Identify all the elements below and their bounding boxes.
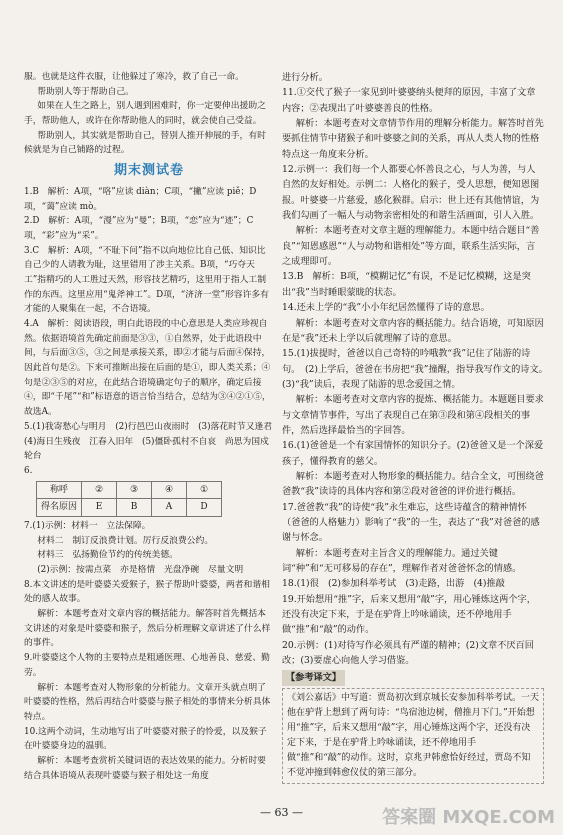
table-cell: D (187, 499, 222, 517)
table-cell: ① (187, 481, 222, 499)
answer-item: 10.这两个动词，生动地写出了叶婆婆对猴子的怜爱，以及猴子在叶婆婆身边的温驯。 (24, 726, 267, 752)
answer-item: 11.①交代了猴子一家见到叶婆婆纳头便拜的原因，丰富了文章内容；②表现出了叶婆婆善良的性格。 (282, 87, 536, 114)
right-column (282, 70, 553, 784)
section-title: 期末测试卷 (113, 163, 184, 179)
answer-item: 16.(1)爸爸是一个有家国情怀的知识分子。(2)爸爸又是一个深爱孩子，懂得教育的慈父。 (282, 440, 544, 467)
answer-item: 4.A 解析：阅读语段，明白此语段的中心意思是人类应珍视自然。依据语境首先确定前面是③③，①自然界，处于此语段中间，与后面③⑤，③之间是承接关系，即②才能与后面④保持，因此首句是②。下来可推断出接在后面的是①，即人类关系；④句是②③⑤的对应，在此结合语境确定句子的顺序，确定后接④，即“千尾”“和”标语意的语言恰当结合，总结为③④②①⑤，故选A。 (24, 319, 271, 418)
table-cell: 称呼 (37, 481, 82, 499)
analysis: 解析：本题考查对人物形象的分析能力。文章开头就点明了叶婆婆的性格，然后再结合叶婆婆与猴子相处的事情来分析具体特点。 (24, 682, 271, 722)
analysis: 解析：本题考查对人物形象的概括能力。结合全文，可围绕爸爸教“我”读诗的具体内容和第②段对爸爸的评价进行概括。 (282, 470, 544, 498)
analysis: 解析：本题考查对文章主题的理解能力。本题中结合题目“善良”“知恩感恩”“人与动物和谐相处”等方面，联系生活实际，言之成理即可。 (282, 225, 540, 268)
answer-item: 15.(1)拔提时，爸爸以自己奇特的吟哦教“我”记住了陆游的诗句。 (2)上学后，爸爸在书房把“我”撞醒，指导我写作文的诗文。 (3)“我”读后，表现了陆游的思念爱国之情。 (282, 348, 553, 390)
answer-item: 13.B 解析：B项，“模糊记忆”有误，不是记忆模糊，这是突出“我”当时睡眼蒙眬的状态。 (282, 271, 531, 298)
answer-item: 18.(1)很 (2)参加科举考试 (3)走路，出游 (4)推敲 (282, 578, 505, 590)
answer-item: 5.(1)我寄愁心与明月 (2)行邑巴山夜雨时 (3)落花时节又逢君 (4)海日生残夜 江春入旧年 (5)僵卧孤村不自哀 尚思为国戍轮台 (24, 421, 281, 462)
answer-item: 12.示例一：我们每一个人都要心怀善良之心，与人为善，与人自然的友好相处。示例二：人格化的猴子，受人思想，便知恩图报。叶婆婆一片慈爱，感化猴群。启示：世上还有其他情谊，为我们勾画了一幅人与动物亲密相处的和谐生活画面，引人入胜。 (282, 164, 540, 222)
analysis: 解析：本题考查对主旨含义的理解能力。通过关键词“种”和“无可移易的存在”，理解作者对爸爸怀念的情感。 (282, 547, 522, 574)
answer-item: 17.爸爸教“我”的诗使“我”永生难忘，这些诗蕴含的精神情怀（爸爸的人格魅力）影响了“我”的一生，表达了“我”对爸爸的感谢与怀念。 (282, 501, 540, 544)
para: 服。也就是这件衣服，让他躲过了寒冷，救了自己一命。 (24, 72, 244, 82)
table-cell: E (82, 499, 117, 517)
reference-translation: 《刘公嘉话》中写道：贾岛初次到京城长安参加科举考试。一天他在驴背上想到了两句诗：“鸟宿池边树，僧推月下门。”开始想用“推”字，后来又想用“敲”字，用心锤炼这两个字，还没有决定下来，于是在驴背上吟咏诵读，还不停地用手做“推”和“敲”的动作。这时，京兆尹韩愈恰好经过，贾岛不知不觉冲撞到韩愈仪仗的第三部分。 (282, 688, 544, 784)
answer-item: 3.C 解析：A项，“不耻下问”指不以向地位比自己低、知识比自己少的人请教为耻，这里错用了涉主关系。B项，“巧夺天工”指精巧的人工胜过天然，形容技艺精巧，这里用于指人工制作的东西。这里应用“鬼斧神工”。D项，“济济一堂”形容许多有才能的人聚集在一起，不合语境。 (24, 245, 269, 315)
answer-item: 1.B 解析：A项，“咯”应读 diàn；C项，“撇”应读 piě；D项，“蔼”应读 mò。 (24, 186, 257, 212)
table-cell: B (117, 499, 152, 517)
answer-item: 材料三 弘扬勤俭节约的传统美德。 (37, 550, 178, 561)
answer-table (36, 481, 222, 517)
answer-item: 7.(1)示例：材料一 立法保障。 (24, 520, 151, 531)
answer-item: 19.开始想用“推”字，后来又想用“敲”字，用心锤炼这两个字，还没有决定下来，于是在驴背上吟咏诵读，还不停地用手做“推”和“敲”的动作。 (282, 593, 536, 636)
para: 如果在人生之路上，别人遇到困难时，你一定要伸出援助之手，帮助他人，或许在你帮助他人的同时，就会使自己受益。 (24, 101, 266, 127)
left-column (24, 70, 281, 783)
answer-item: 6. (24, 465, 33, 476)
answer-item: (2)示例：按需点菜 亦是格情 光盘净碗 尽量文明 (37, 565, 244, 575)
answer-item: 20.示例：(1)对待写作必须具有严谨的精神；(2)文章不厌百回改；(3)要虚心向他人学习借鉴。 (282, 639, 534, 667)
answer-item: 14.还未上学的“我”小小年纪居然懂得了诗的意思。 (282, 302, 490, 314)
table-cell: 得名原因 (37, 499, 82, 517)
para: 进行分析。 (282, 72, 328, 83)
answer-item: 材料二 制订反浪费计划。厉行反浪费公约。 (37, 535, 214, 546)
reference-heading: 【参考译文】 (282, 670, 345, 685)
para: 帮助别人等于帮助自己。 (37, 86, 134, 97)
answer-item: 2.D 解析：A项，“漫”应为“曼”；B项，“恋”应为“迹”；C项，“彩”应为“采”。 (24, 216, 254, 241)
analysis: 解析：本题考查对文章内容的概括能力。解答时首先概括本文讲述的对象是叶婆婆和猴子，然后分析理解文章讲述了什么样的事件。 (24, 609, 271, 649)
table-cell: ③ (117, 481, 152, 499)
answer-item: 9.叶婆婆这个人物的主要特点是粗通医理、心地善良、慈爱、勤劳。 (24, 653, 270, 678)
analysis: 解析：本题考查对文章内容的提炼、概括能力。本题题目要求与文章情节事件，写出了表现自己在第③段和第④段相关的事件，然后选择最恰当的字回答。 (282, 394, 544, 436)
analysis: 解析：本题考查对文章情节作用的理解分析能力。解答时首先要抓住情节中猪猴子和叶婆婆之间的关系，再从人类人物的性格特点这一角度来分析。 (282, 118, 544, 160)
watermark: 答案圈 MXQE.COM (382, 807, 555, 828)
answer-item: 8.本文讲述的是叶婆婆关爱猴子，猴子帮助叶婆婆，两者和谐相处的感人故事。 (24, 579, 270, 605)
para: 帮助别人，其实就是帮助自己，替别人推开伸展的手，有时候就是为自己铺路的过程。 (24, 130, 266, 156)
table-cell: ④ (152, 481, 187, 499)
page-number: — 63 — (260, 806, 303, 819)
table-cell: ② (82, 481, 117, 499)
table-cell: A (152, 499, 187, 517)
analysis: 解析：本题考查赏析关键词语的表达效果的能力。分析时要结合具体语境从表现叶婆婆与猴子相处这一角度 (24, 755, 266, 781)
analysis: 解析：本题考查对文章内容的概括能力。结合语境，可知原因在是“我”还未上学以后就理解了诗的意思。 (282, 317, 544, 344)
